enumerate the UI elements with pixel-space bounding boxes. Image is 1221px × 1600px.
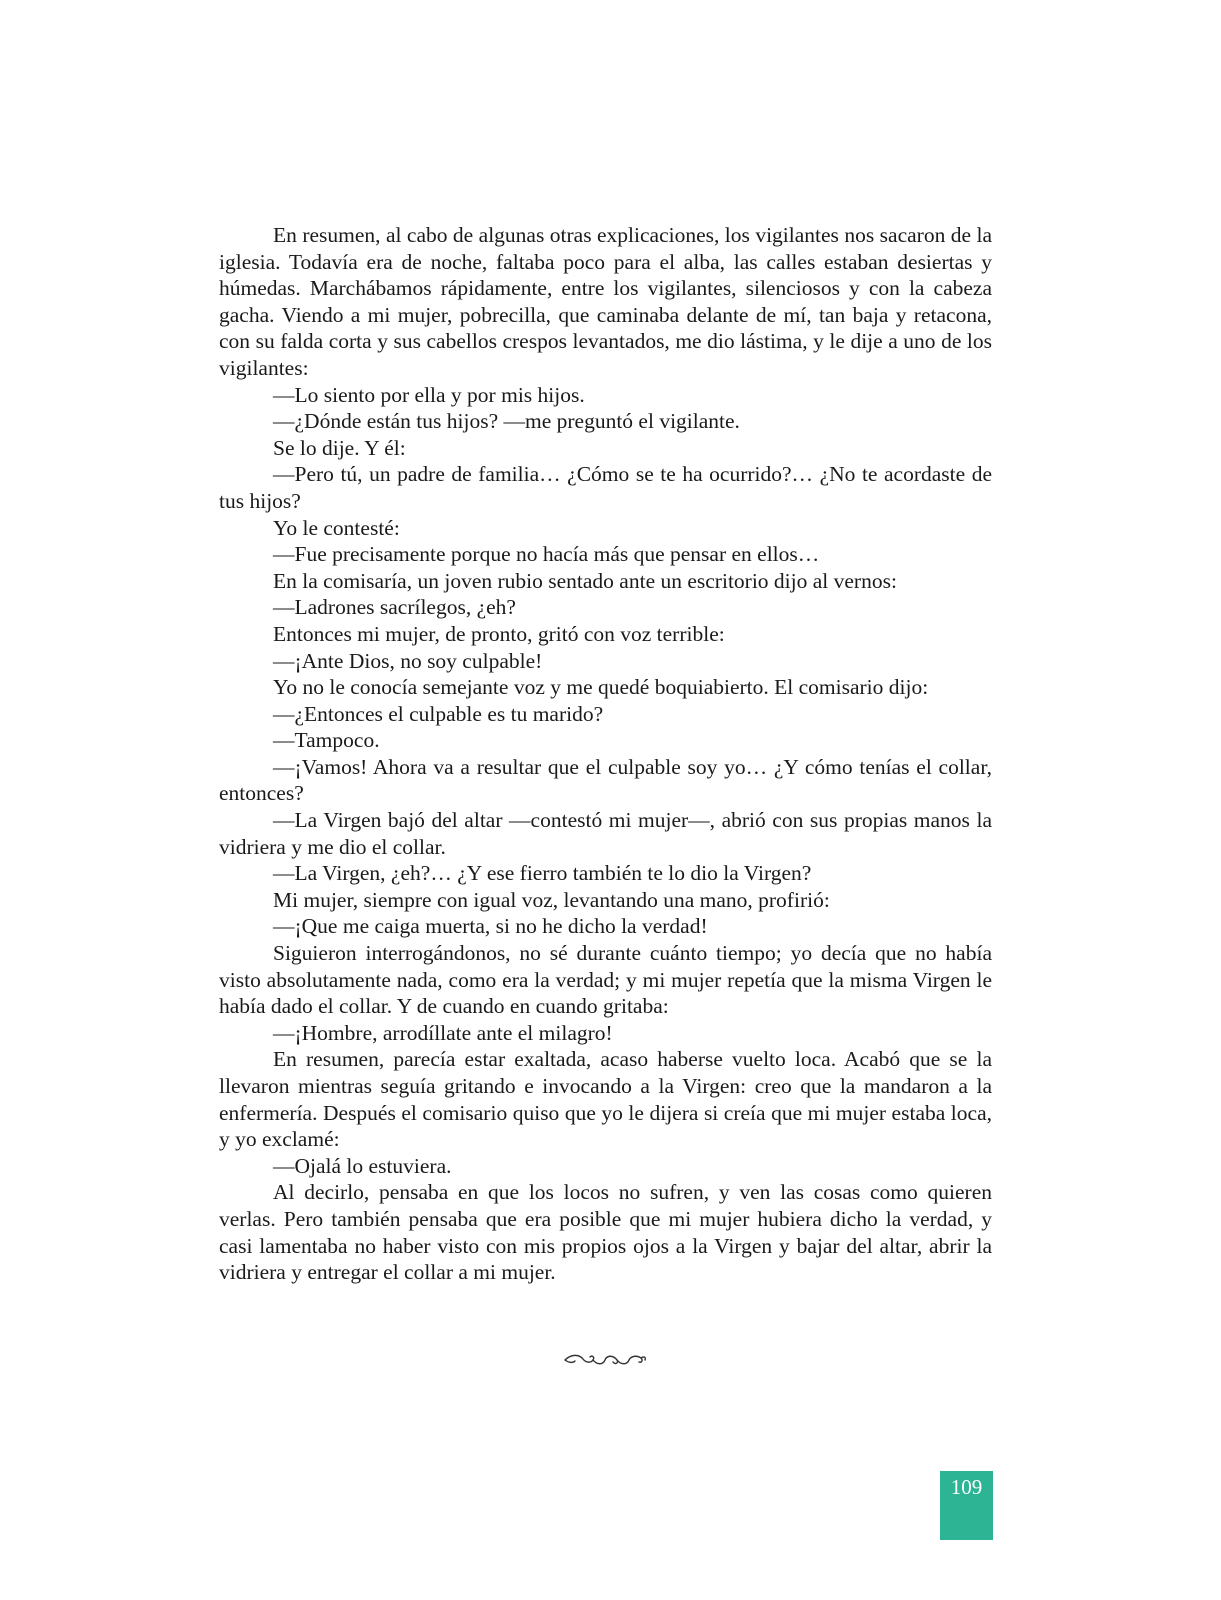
paragraph: Al decirlo, pensaba en que los locos no sufren, y ven las cosas como quieren verlas. Pero también pensaba que era posible que mi mujer hubiera dicho la verdad, y casi lamentaba no haber visto con mis propios ojos a la Virgen y bajar del altar, abrir la vidriera y entregar el collar a mi mujer.: [219, 1180, 992, 1285]
paragraph: En la comisaría, un joven rubio sentado ante un escritorio dijo al vernos:: [273, 568, 897, 593]
flourish-ornament-icon: [563, 1351, 647, 1369]
paragraph: —Fue precisamente porque no hacía más que pensar en ellos…: [273, 542, 820, 567]
paragraph: Siguieron interrogándonos, no sé durante cuánto tiempo; yo decía que no había visto absolutamente nada, como era la verdad; y mi mujer repetía que la misma Virgen le había dado el collar. Y de cuando en cuando gritaba:: [219, 941, 992, 1019]
paragraph: Yo no le conocía semejante voz y me quedé boquiabierto. El comisario dijo:: [273, 675, 929, 700]
paragraph: En resumen, parecía estar exaltada, acaso haberse vuelto loca. Acabó que se la llevaron mientras seguía gritando e invocando a la Virgen: creo que la mandaron a la enfermería. Después el comisario quiso que yo le dijera si creía que mi mujer estaba loca, y yo exclamé:: [219, 1047, 992, 1152]
paragraph: —¡Que me caiga muerta, si no he dicho la verdad!: [273, 914, 708, 939]
paragraph: —Tampoco.: [273, 728, 380, 753]
paragraph: En resumen, al cabo de algunas otras explicaciones, los vigilantes nos sacaron de la iglesia. Todavía era de noche, faltaba poco para el alba, las calles estaban desiertas y húmedas. Marchábamos rápidamente, entre los vigilantes, silenciosos y con la cabeza gacha. Viendo a mi mujer, pobrecilla, que caminaba delante de mí, tan baja y retacona, con su falda corta y sus cabellos crespos levantados, me dio lástima, y le dije a uno de los vigilantes:: [219, 223, 992, 380]
paragraph: —La Virgen bajó del altar —contestó mi mujer—, abrió con sus propias manos la vidriera y me dio el collar.: [219, 808, 992, 859]
paragraph: —Ladrones sacrílegos, ¿eh?: [273, 595, 516, 620]
page-number-badge: [940, 1471, 993, 1540]
paragraph: —Pero tú, un padre de familia… ¿Cómo se te ha ocurrido?… ¿No te acordaste de tus hijos?: [219, 462, 992, 513]
paragraph: —La Virgen, ¿eh?… ¿Y ese fierro también te lo dio la Virgen?: [273, 861, 812, 886]
paragraph: —¿Dónde están tus hijos? —me preguntó el vigilante.: [273, 409, 740, 434]
paragraph: Entonces mi mujer, de pronto, gritó con voz terrible:: [273, 621, 725, 646]
paragraph: Mi mujer, siempre con igual voz, levantando una mano, profirió:: [273, 887, 830, 912]
paragraph: Yo le contesté:: [273, 515, 400, 540]
page-number: 109: [950, 1475, 983, 1499]
paragraph: —Ojalá lo estuviera.: [273, 1153, 452, 1178]
paragraph: —¡Ante Dios, no soy culpable!: [273, 648, 543, 673]
paragraph: Se lo dije. Y él:: [273, 435, 406, 460]
paragraph: —Lo siento por ella y por mis hijos.: [273, 382, 585, 407]
paragraph: —¿Entonces el culpable es tu marido?: [273, 701, 604, 726]
paragraph: —¡Hombre, arrodíllate ante el milagro!: [273, 1020, 613, 1045]
body-text: [219, 222, 992, 1286]
paragraph: —¡Vamos! Ahora va a resultar que el culpable soy yo… ¿Y cómo tenías el collar, entonces?: [219, 754, 992, 806]
